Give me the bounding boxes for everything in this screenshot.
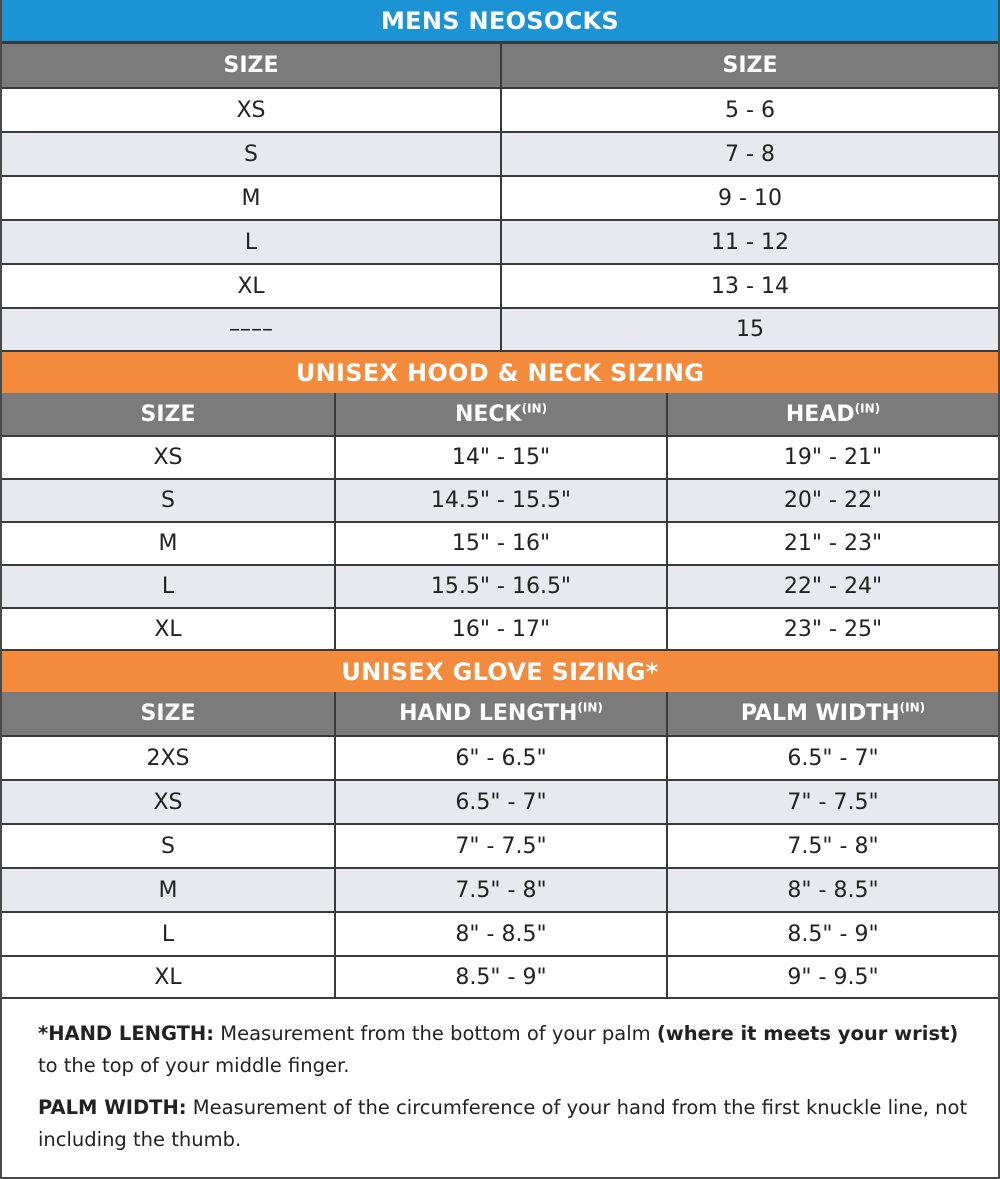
socks-size-cell: XS [2,88,501,132]
socks-title: MENS NEOSOCKS [2,0,998,44]
socks-size-cell: L [2,220,501,264]
glove-hand-length-cell: 8.5" - 9" [335,956,667,998]
table-row [2,479,998,522]
glove-palm-width-cell: 7.5" - 8" [667,824,998,868]
table-row [2,308,998,350]
glove-header-hand-length-label: HAND LENGTH [399,701,578,726]
hand-length-note-bold: (where it meets your wrist) [656,1022,959,1045]
glove-header-palm-width [667,692,998,736]
socks-value-cell: 15 [501,308,998,350]
glove-header-hand-length [335,692,667,736]
glove-hand-length-cell: 7.5" - 8" [335,868,667,912]
hood-neck-cell: 15.5" - 16.5" [335,565,667,608]
hood-size-cell: S [2,479,335,522]
glove-table [2,692,998,999]
socks-size-cell: –––– [2,308,501,350]
glove-size-cell: L [2,912,335,956]
hand-length-note-label: *HAND LENGTH: [38,1022,215,1045]
table-row [2,956,998,998]
hood-head-unit: (IN) [854,401,881,416]
table-row [2,565,998,608]
table-row [2,88,998,132]
glove-palm-width-cell: 9" - 9.5" [667,956,998,998]
glove-palm-width-cell: 7" - 7.5" [667,780,998,824]
hood-neck-cell: 14" - 15" [335,436,667,479]
glove-hand-length-cell: 6.5" - 7" [335,780,667,824]
socks-value-cell: 7 - 8 [501,132,998,176]
table-row [2,220,998,264]
measurement-notes [2,998,998,1177]
socks-size-cell: XL [2,264,501,308]
hood-neck-cell: 15" - 16" [335,522,667,565]
table-row [2,912,998,956]
glove-size-cell: 2XS [2,736,335,780]
glove-hand-length-unit: (IN) [577,700,603,715]
hood-title: UNISEX HOOD & NECK SIZING [2,350,998,393]
table-row [2,824,998,868]
socks-value-cell: 5 - 6 [501,88,998,132]
table-row [2,436,998,479]
glove-palm-width-cell: 8.5" - 9" [667,912,998,956]
hand-length-note [38,1018,976,1082]
table-row [2,176,998,220]
table-row [2,780,998,824]
hood-head-cell: 19" - 21" [667,436,998,479]
glove-title: UNISEX GLOVE SIZING* [2,649,998,692]
hood-header-size: SIZE [2,393,335,436]
table-row [2,522,998,565]
socks-value-cell: 9 - 10 [501,176,998,220]
glove-size-cell: S [2,824,335,868]
hood-table [2,393,998,650]
socks-table [2,44,998,350]
socks-value-cell: 11 - 12 [501,220,998,264]
socks-value-cell: 13 - 14 [501,264,998,308]
glove-palm-width-cell: 6.5" - 7" [667,736,998,780]
glove-header-row [2,692,998,736]
table-row [2,736,998,780]
socks-header-shoe-size: SIZE [501,44,998,88]
hood-neck-cell: 16" - 17" [335,608,667,650]
hood-size-cell: XL [2,608,335,650]
palm-width-note [38,1092,976,1156]
glove-size-cell: XS [2,780,335,824]
palm-width-note-text: Measurement of the circumference of your hand from the first knuckle line, not including the thumb. [38,1096,968,1151]
glove-hand-length-cell: 7" - 7.5" [335,824,667,868]
glove-header-size: SIZE [2,692,335,736]
hood-head-cell: 21" - 23" [667,522,998,565]
glove-size-cell: XL [2,956,335,998]
table-row [2,868,998,912]
hood-neck-cell: 14.5" - 15.5" [335,479,667,522]
hood-size-cell: L [2,565,335,608]
glove-hand-length-cell: 6" - 6.5" [335,736,667,780]
table-row [2,132,998,176]
hood-header-head-label: HEAD [785,401,855,427]
hood-header-row [2,393,998,436]
socks-header-size: SIZE [2,44,501,88]
hood-size-cell: XS [2,436,335,479]
table-row [2,264,998,308]
glove-hand-length-cell: 8" - 8.5" [335,912,667,956]
hood-header-neck-label: NECK [454,401,522,427]
glove-header-palm-width-label: PALM WIDTH [740,701,900,726]
hand-length-note-text-1: Measurement from the bottom of your palm [214,1022,657,1045]
socks-size-cell: M [2,176,501,220]
hood-head-cell: 22" - 24" [667,565,998,608]
hood-header-neck [335,393,667,436]
hood-header-head [667,393,998,436]
palm-width-note-label: PALM WIDTH: [38,1096,187,1119]
socks-size-cell: S [2,132,501,176]
hood-head-cell: 20" - 22" [667,479,998,522]
glove-palm-width-cell: 8" - 8.5" [667,868,998,912]
hood-neck-unit: (IN) [521,401,548,416]
socks-header-row [2,44,998,88]
hood-head-cell: 23" - 25" [667,608,998,650]
glove-palm-width-unit: (IN) [899,700,926,715]
hand-length-note-text-2: to the top of your middle finger. [38,1054,350,1077]
glove-size-cell: M [2,868,335,912]
table-row [2,608,998,650]
hood-size-cell: M [2,522,335,565]
